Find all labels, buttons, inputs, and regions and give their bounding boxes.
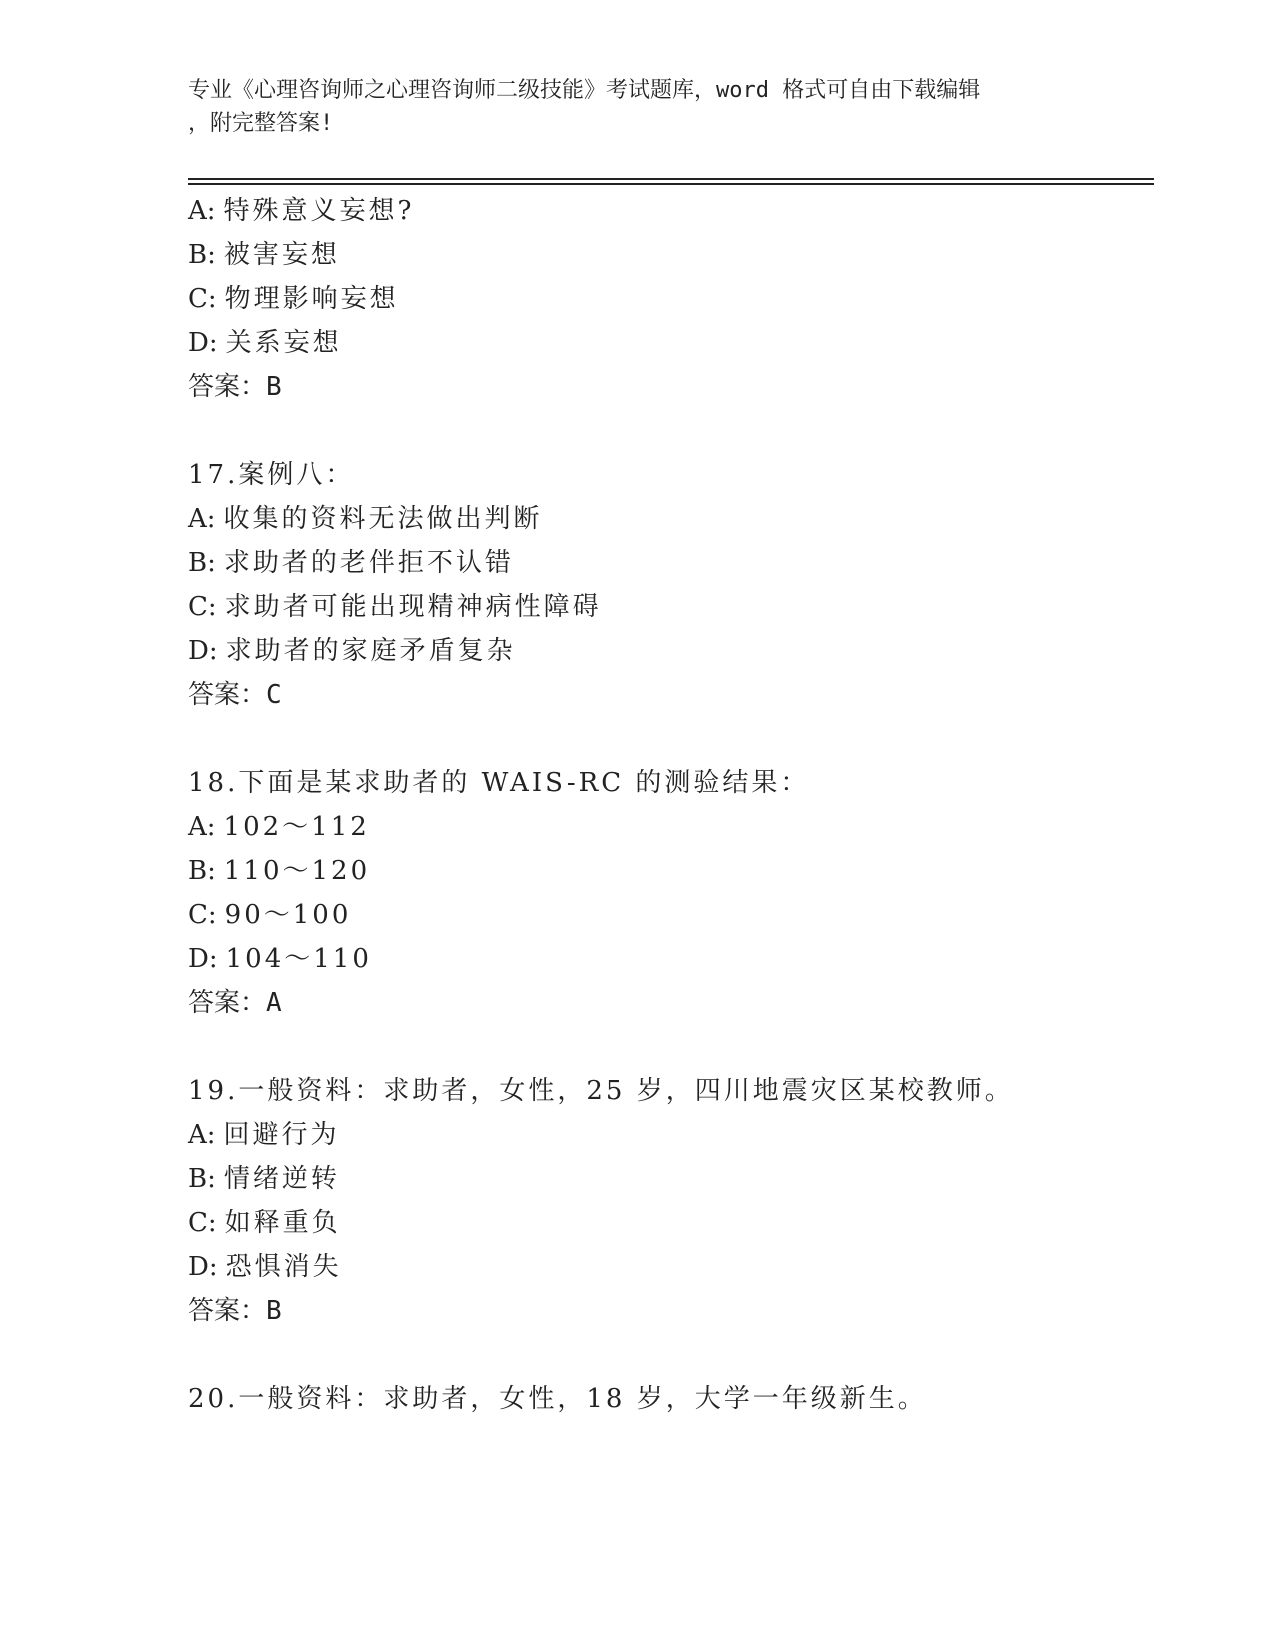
option-19-b: B: 情绪逆转 [188, 1164, 340, 1194]
option-16-d: D: 关系妄想 [188, 328, 342, 358]
option-17-a: A: 收集的资料无法做出判断 [188, 504, 543, 534]
question-19-title: 19.一般资料：求助者，女性，25 岁，四川地震灾区某校教师。 [188, 1076, 1014, 1106]
option-18-a: A: 102～112 [188, 812, 370, 842]
option-17-b: B: 求助者的老伴拒不认错 [188, 548, 514, 578]
document-header [188, 74, 1088, 140]
option-19-a: A: 回避行为 [188, 1120, 340, 1150]
question-20-title: 20.一般资料：求助者，女性，18 岁，大学一年级新生。 [188, 1384, 927, 1414]
option-16-c: C: 物理影响妄想 [188, 284, 399, 314]
answer-17: 答案：C [188, 680, 282, 710]
answer-19: 答案：B [188, 1296, 282, 1326]
answer-16: 答案：B [188, 372, 282, 402]
option-16-a: A: 特殊意义妄想? [188, 196, 415, 226]
header-rule-bottom [188, 183, 1154, 185]
option-17-d: D: 求助者的家庭矛盾复杂 [188, 636, 516, 666]
header-line-2: ，附完整答案! [188, 111, 334, 136]
option-18-d: D: 104～110 [188, 944, 372, 974]
option-16-b: B: 被害妄想 [188, 240, 340, 270]
option-17-c: C: 求助者可能出现精神病性障碍 [188, 592, 602, 622]
option-18-b: B: 110～120 [188, 856, 371, 886]
header-line-1: 专业《心理咨询师之心理咨询师二级技能》考试题库，word 格式可自由下载编辑 [188, 78, 981, 103]
option-19-c: C: 如释重负 [188, 1208, 341, 1238]
header-rule-top [188, 178, 1154, 180]
answer-18: 答案：A [188, 988, 282, 1018]
question-18-title: 18.下面是某求助者的 WAIS-RC 的测验结果： [188, 768, 810, 798]
option-19-d: D: 恐惧消失 [188, 1252, 342, 1282]
option-18-c: C: 90～100 [188, 900, 352, 930]
question-17-title: 17.案例八： [188, 460, 355, 490]
